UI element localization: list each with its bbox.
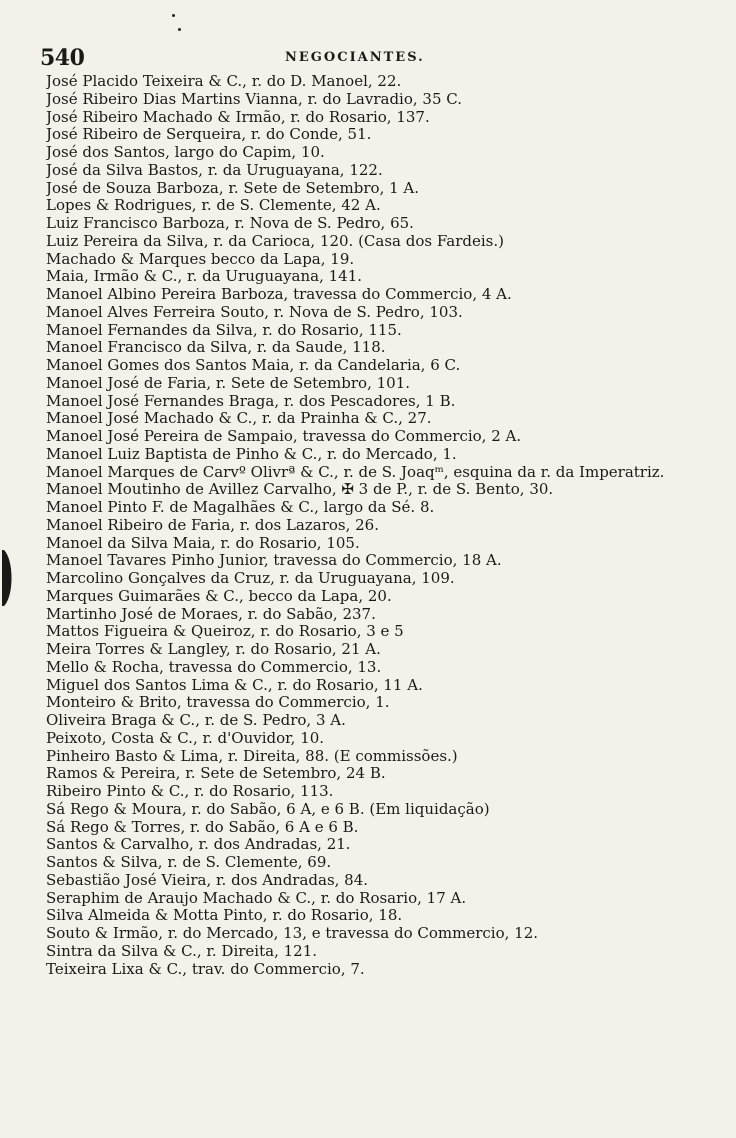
list-item: José dos Santos, largo do Capim, 10. [46, 144, 325, 161]
list-item: Luiz Francisco Barboza, r. Nova de S. Pedro, 65. [46, 215, 414, 232]
ink-speck [172, 14, 175, 17]
page-header [40, 44, 460, 72]
binding-shadow-mark [2, 548, 16, 608]
list-item: Manoel José Machado & C., r. da Prainha & C., 27. [46, 410, 432, 428]
list-item: Manoel Marques de Carvº Olivrª & C., r. de S. Joaqᵐ, esquina da r. da Imperatriz. [46, 463, 665, 481]
list-item: Manoel da Silva Maia, r. do Rosario, 105. [46, 534, 360, 552]
list-item: Manoel Fernandes da Silva, r. do Rosario, 115. [46, 321, 402, 339]
list-item: Oliveira Braga & C., r. de S. Pedro, 3 A. [46, 712, 346, 729]
list-item: Manoel Tavares Pinho Junior, travessa do Commercio, 18 A. [46, 552, 502, 570]
list-item: Miguel dos Santos Lima & C., r. do Rosario, 11 A. [46, 676, 423, 694]
list-item: Sebastião José Vieira, r. dos Andradas, 84. [46, 871, 369, 889]
list-item: Monteiro & Brito, travessa do Commercio, 1. [46, 694, 390, 712]
list-item: Teixeira Lixa & C., trav. do Commercio, 7. [46, 960, 365, 978]
ink-speck [178, 28, 181, 31]
running-head: NEGOCIANTES. [285, 50, 425, 65]
list-item: Luiz Pereira da Silva, r. da Carioca, 120. (Casa dos Fardeis.) [46, 232, 504, 250]
list-item: Silva Almeida & Motta Pinto, r. do Rosario, 18. [46, 907, 403, 925]
list-item: Manoel Ribeiro de Faria, r. dos Lazaros, 26. [46, 516, 379, 534]
list-item: Santos & Carvalho, r. dos Andradas, 21. [46, 836, 351, 854]
list-item: Ribeiro Pinto & C., r. do Rosario, 113. [46, 783, 334, 800]
list-item: Marcolino Gonçalves da Cruz, r. da Uruguayana, 109. [46, 570, 455, 587]
list-item: Manoel Albino Pereira Barboza, travessa do Commercio, 4 A. [46, 286, 512, 303]
list-item: Manoel Gomes dos Santos Maia, r. da Candelaria, 6 C. [46, 357, 461, 374]
list-item: José Ribeiro de Serqueira, r. do Conde, 51. [46, 126, 372, 144]
list-item: José de Souza Barboza, r. Sete de Setembro, 1 A. [46, 179, 420, 197]
list-item: Manoel Pinto F. de Magalhães & C., largo da Sé. 8. [46, 499, 435, 516]
list-item: Souto & Irmão, r. do Mercado, 13, e travessa do Commercio, 12. [46, 925, 539, 942]
list-item: Manoel José de Faria, r. Sete de Setembro, 101. [46, 374, 410, 392]
list-item: Sá Rego & Moura, r. do Sabão, 6 A, e 6 B. (Em liquidação) [46, 800, 490, 818]
list-item: Seraphim de Araujo Machado & C., r. do Rosario, 17 A. [46, 889, 467, 907]
list-item: Machado & Marques becco da Lapa, 19. [46, 250, 355, 268]
list-item: José Ribeiro Machado & Irmão, r. do Rosario, 137. [46, 108, 430, 126]
list-item: José Placido Teixeira & C., r. do D. Manoel, 22. [46, 73, 402, 90]
merchant-list [46, 73, 726, 978]
list-item: Maia, Irmão & C., r. da Uruguayana, 141. [46, 268, 363, 286]
list-item: Ramos & Pereira, r. Sete de Setembro, 24 B. [46, 765, 386, 783]
list-item: Sá Rego & Torres, r. do Sabão, 6 A e 6 B. [46, 818, 359, 836]
list-item: Manoel Moutinho de Avillez Carvalho, ✠ 3 de P., r. de S. Bento, 30. [46, 481, 554, 499]
list-item: Lopes & Rodrigues, r. de S. Clemente, 42 A. [46, 197, 381, 215]
list-item: Manoel José Fernandes Braga, r. dos Pescadores, 1 B. [46, 392, 456, 410]
list-item: Marques Guimarães & C., becco da Lapa, 20. [46, 587, 392, 605]
list-item: Mattos Figueira & Queiroz, r. do Rosario, 3 e 5 [46, 623, 404, 641]
list-item: José da Silva Bastos, r. da Uruguayana, 122. [46, 161, 383, 179]
list-item: Meira Torres & Langley, r. do Rosario, 21 A. [46, 641, 381, 658]
list-item: Sintra da Silva & C., r. Direita, 121. [46, 942, 318, 960]
list-item: Manoel José Pereira de Sampaio, travessa do Commercio, 2 A. [46, 428, 522, 445]
list-item: Manoel Luiz Baptista de Pinho & C., r. do Mercado, 1. [46, 445, 457, 463]
list-item: Manoel Alves Ferreira Souto, r. Nova de S. Pedro, 103. [46, 303, 463, 321]
list-item: Manoel Francisco da Silva, r. da Saude, 118. [46, 339, 386, 357]
list-item: Mello & Rocha, travessa do Commercio, 13. [46, 658, 382, 676]
list-item: Santos & Silva, r. de S. Clemente, 69. [46, 854, 332, 871]
list-item: Martinho José de Moraes, r. do Sabão, 237. [46, 605, 376, 623]
list-item: José Ribeiro Dias Martins Vianna, r. do Lavradio, 35 C. [46, 90, 462, 108]
page-number: 540 [40, 45, 85, 71]
list-item: Peixoto, Costa & C., r. d'Ouvidor, 10. [46, 729, 325, 747]
list-item: Pinheiro Basto & Lima, r. Direita, 88. (E commissões.) [46, 747, 458, 765]
